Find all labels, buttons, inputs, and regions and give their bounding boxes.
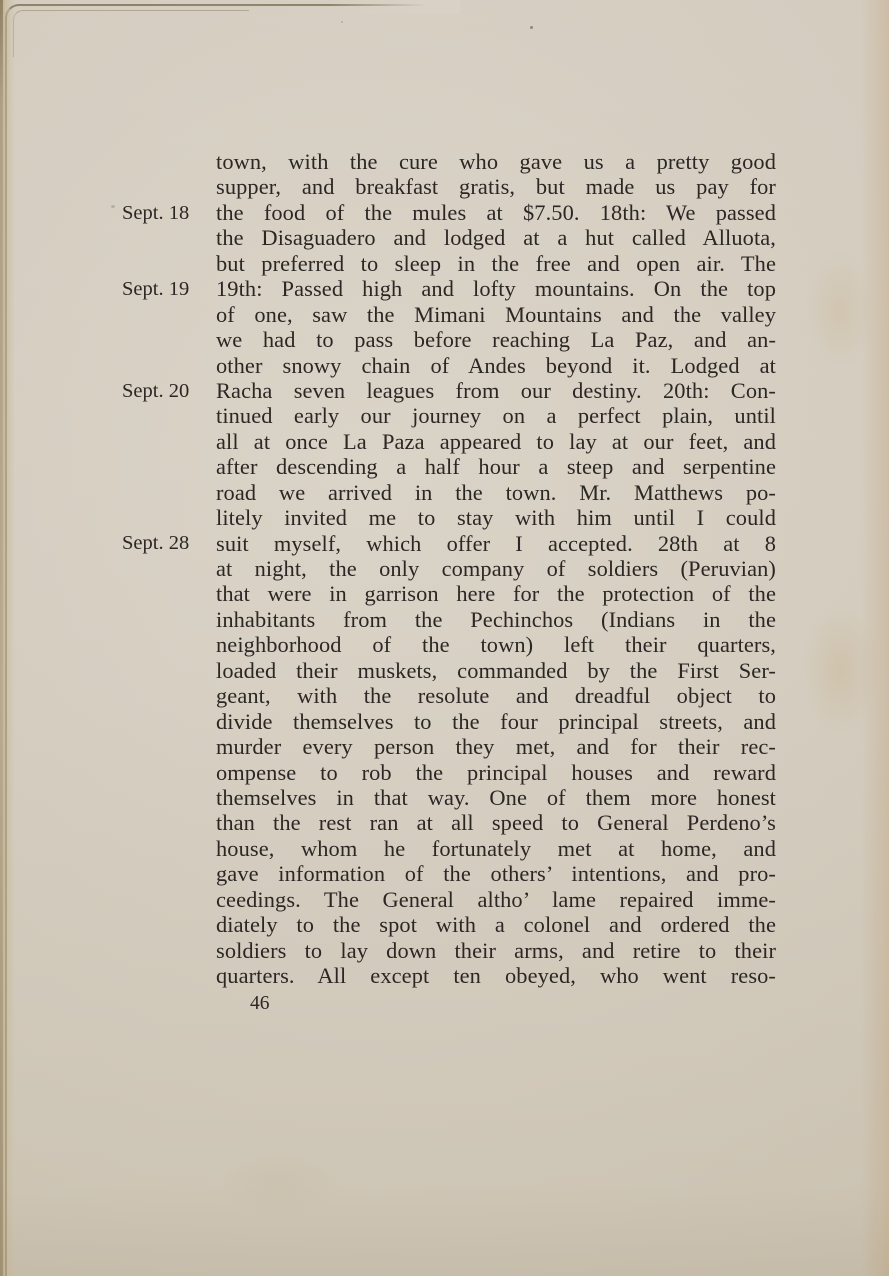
body-line: after descending a half hour a steep and serpentine: [216, 454, 776, 480]
body-line: road we arrived in the town. Mr. Matthews po-: [216, 479, 776, 505]
body-line: we had to pass before reaching La Paz, and an-: [216, 327, 776, 353]
body-line: that were in garrison here for the protection of the: [216, 581, 776, 607]
margin-date-note: Sept. 18: [122, 202, 190, 224]
body-line: than the rest ran at all speed to General Perdeno’s: [216, 810, 776, 836]
body-line: house, whom he fortunately met at home, and: [216, 835, 776, 861]
page-left-edge: [0, 0, 3, 1276]
paper-speck: [341, 21, 343, 23]
body-line: all at once La Paza appeared to lay at our feet, and: [216, 428, 776, 454]
body-line: the Disaguadero and lodged at a hut called Alluota,: [216, 225, 776, 251]
edge-line-fade: [330, 0, 460, 14]
body-line: 19th: Passed high and lofty mountains. On the top: [216, 276, 776, 302]
body-line: diately to the spot with a colonel and ordered the: [216, 912, 776, 938]
body-line: loaded their muskets, commanded by the First Ser-: [216, 657, 776, 683]
body-line: but preferred to sleep in the free and open air. The: [216, 250, 776, 276]
body-line: the food of the mules at $7.50. 18th: We passed: [216, 199, 776, 225]
body-line: inhabitants from the Pechinchos (Indians in the: [216, 606, 776, 632]
body-line: themselves in that way. One of them more honest: [216, 784, 776, 810]
body-line: murder every person they met, and for their rec-: [216, 734, 776, 760]
body-line: gave information of the others’ intentions, and pro-: [216, 861, 776, 887]
body-line: town, with the cure who gave us a pretty good: [216, 149, 776, 174]
body-line: of one, saw the Mimani Mountains and the valley: [216, 301, 776, 327]
body-line: suit myself, which offer I accepted. 28th at 8: [216, 530, 776, 556]
body-line: tinued early our journey on a perfect plain, until: [216, 403, 776, 429]
page-bottom-tint: [0, 1186, 889, 1276]
body-line: neighborhood of the town) left their quarters,: [216, 632, 776, 658]
margin-date-note: Sept. 28: [122, 532, 190, 554]
body-line: supper, and breakfast gratis, but made us pay for: [216, 174, 776, 200]
margin-date-note: Sept. 20: [122, 380, 190, 402]
body-line: at night, the only company of soldiers (Peruvian): [216, 556, 776, 581]
body-line: quarters. All except ten obeyed, who went reso-: [216, 963, 776, 988]
margin-date-note: Sept. 19: [122, 278, 190, 300]
paper-speck: [111, 205, 115, 208]
body-line: divide themselves to the four principal streets, and: [216, 708, 776, 734]
body-line: other snowy chain of Andes beyond it. Lodged at: [216, 352, 776, 378]
body-line: ompense to rob the principal houses and reward: [216, 759, 776, 785]
body-line: geant, with the resolute and dreadful object to: [216, 683, 776, 709]
page-number: 46: [250, 993, 270, 1014]
body-line: ceedings. The General altho’ lame repaired imme-: [216, 886, 776, 912]
underlying-page-edge-line-inner: [13, 10, 249, 57]
body-line: litely invited me to stay with him until I could: [216, 505, 776, 531]
page-right-edge-tint: [861, 0, 889, 1276]
paper-speck: [530, 26, 533, 29]
body-text-column: [216, 149, 776, 988]
body-line: Racha seven leagues from our destiny. 20th: Con-: [216, 377, 776, 403]
body-line: soldiers to lay down their arms, and retire to their: [216, 937, 776, 963]
